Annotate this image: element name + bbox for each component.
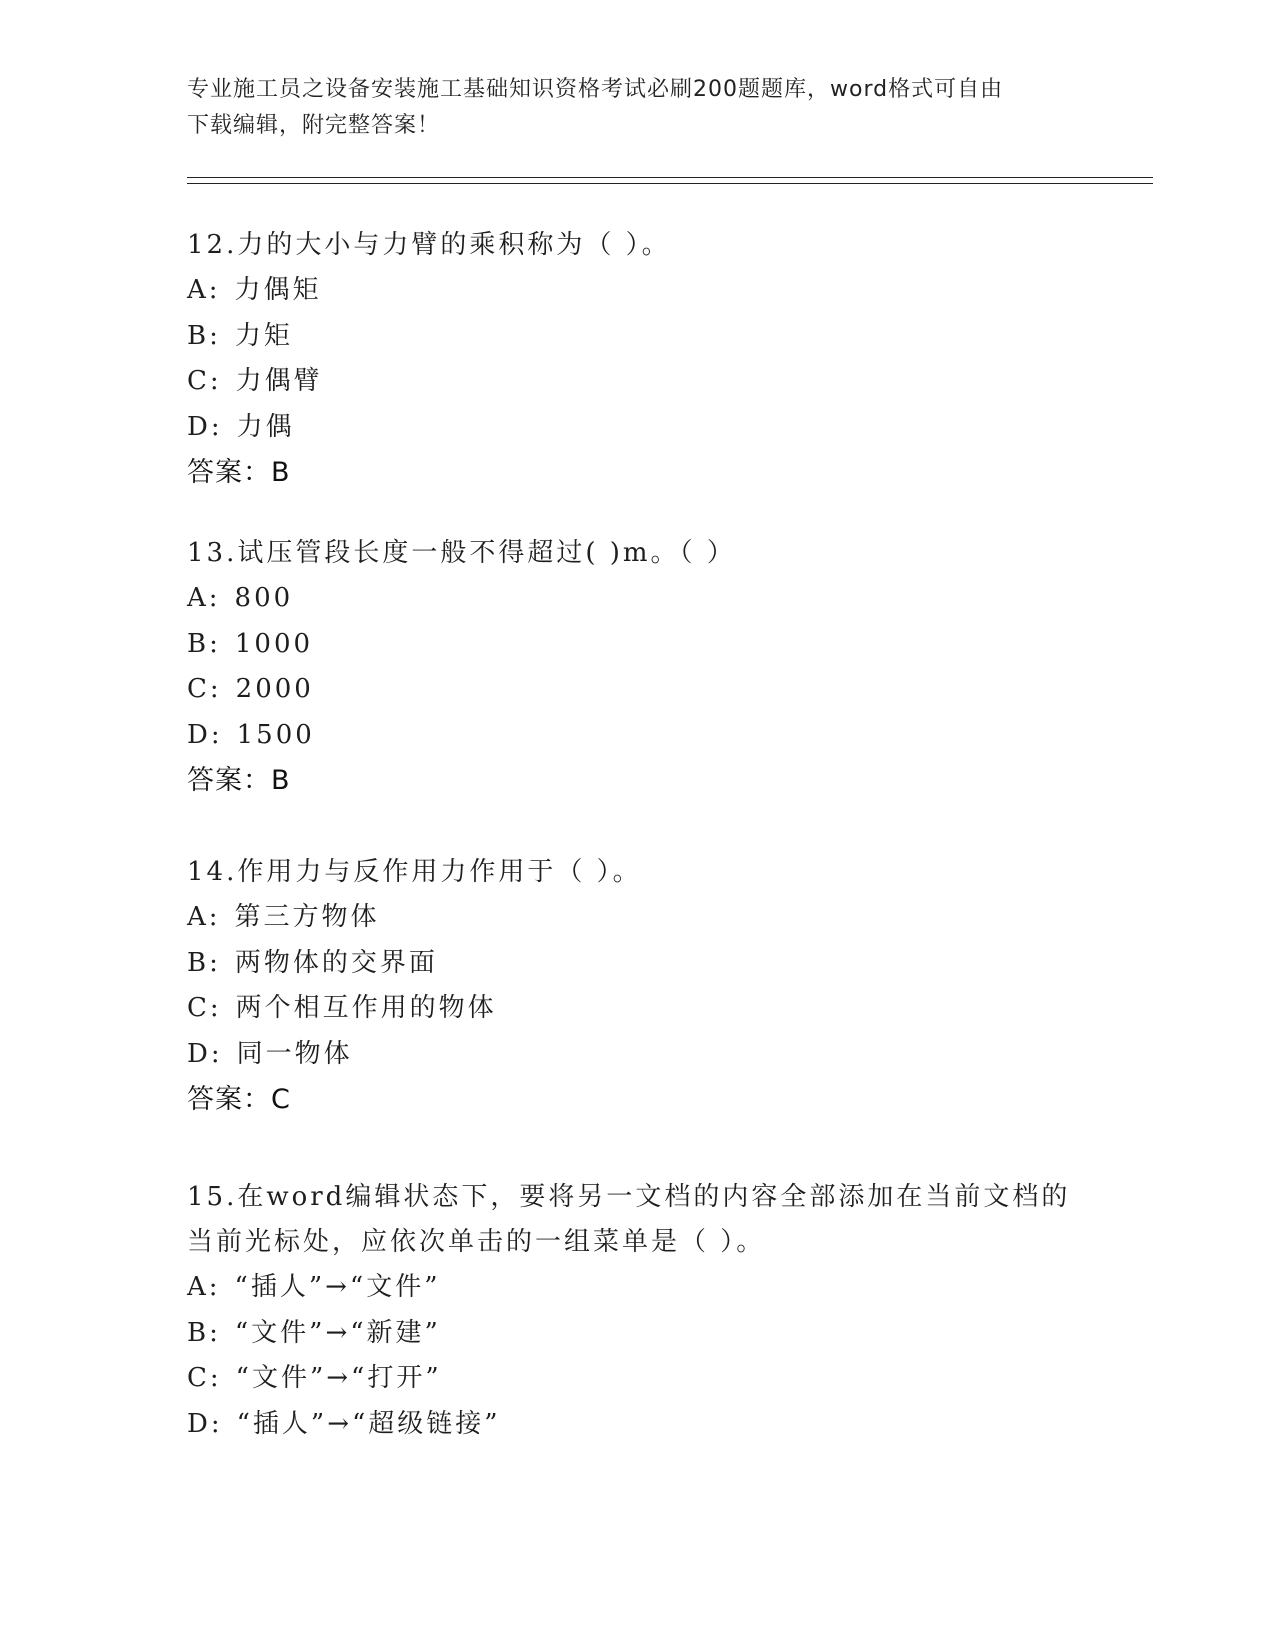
option-text: 力矩 xyxy=(234,320,293,351)
header-divider-top xyxy=(187,177,1153,178)
option-text: 同一物体 xyxy=(236,1038,353,1069)
option-letter: C: xyxy=(187,366,222,396)
option-b xyxy=(187,314,1087,360)
option-letter: D: xyxy=(187,719,223,750)
question-14 xyxy=(187,850,1087,1122)
option-text: 1500 xyxy=(236,719,315,750)
option-c xyxy=(187,1356,1087,1402)
option-letter: A: xyxy=(187,1272,221,1302)
option-a xyxy=(187,268,1087,314)
question-13 xyxy=(187,531,1087,803)
option-letter: D: xyxy=(187,1038,223,1069)
option-text: 力偶臂 xyxy=(235,366,323,396)
question-stem: 13.试压管段长度一般不得超过( )m。（ ） xyxy=(187,538,736,568)
question-12 xyxy=(187,223,1087,495)
option-letter: C: xyxy=(187,674,222,704)
option-text: “文件”→“打开” xyxy=(235,1363,442,1393)
option-text: 力偶矩 xyxy=(234,275,322,305)
option-letter: A: xyxy=(187,275,221,305)
option-letter: B: xyxy=(187,628,221,659)
option-letter: A: xyxy=(187,583,221,613)
option-letter: B: xyxy=(187,1317,221,1348)
option-text: 800 xyxy=(234,583,294,613)
option-text: 两物体的交界面 xyxy=(234,947,438,978)
option-b xyxy=(187,622,1087,668)
option-c xyxy=(187,986,1087,1032)
option-c xyxy=(187,359,1087,405)
header-divider-bottom xyxy=(187,183,1153,184)
question-stem-line-1: 15.在word编辑状态下，要将另一文档的内容全部添加在当前文档的 xyxy=(187,1182,1071,1212)
option-letter: A: xyxy=(187,902,221,932)
option-letter: B: xyxy=(187,320,221,351)
option-letter: D: xyxy=(187,1408,223,1439)
document-header xyxy=(187,72,1067,144)
option-b xyxy=(187,941,1087,987)
option-letter: C: xyxy=(187,1363,222,1393)
answer-line: 答案：C xyxy=(187,1084,291,1115)
option-letter: C: xyxy=(187,993,222,1023)
option-text: “插人”→“文件” xyxy=(234,1272,441,1302)
option-d xyxy=(187,1402,1087,1448)
option-a xyxy=(187,1265,1087,1311)
option-text: 两个相互作用的物体 xyxy=(235,993,497,1023)
question-stem: 14.作用力与反作用力作用于（ ）。 xyxy=(187,857,642,887)
question-stem-line-2: 当前光标处，应依次单击的一组菜单是（ ）。 xyxy=(187,1227,766,1257)
option-a xyxy=(187,895,1087,941)
question-15 xyxy=(187,1175,1087,1447)
option-d xyxy=(187,1032,1087,1078)
option-a xyxy=(187,576,1087,622)
header-line-1: 专业施工员之设备安装施工基础知识资格考试必刷200题题库，word格式可自由 xyxy=(187,77,1004,102)
option-d xyxy=(187,405,1087,451)
question-stem: 12.力的大小与力臂的乘积称为（ ）。 xyxy=(187,230,671,260)
option-d xyxy=(187,713,1087,759)
option-text: 第三方物体 xyxy=(234,902,380,932)
option-b xyxy=(187,1311,1087,1357)
option-text: “插人”→“超级链接” xyxy=(236,1408,501,1439)
option-text: 力偶 xyxy=(236,411,295,442)
option-letter: D: xyxy=(187,411,223,442)
option-text: “文件”→“新建” xyxy=(234,1317,441,1348)
option-letter: B: xyxy=(187,947,221,978)
option-c xyxy=(187,667,1087,713)
option-text: 2000 xyxy=(235,674,314,704)
answer-line: 答案：B xyxy=(187,457,291,488)
option-text: 1000 xyxy=(234,628,314,659)
answer-line: 答案：B xyxy=(187,765,291,796)
header-line-2: 下载编辑，附完整答案！ xyxy=(187,113,441,138)
